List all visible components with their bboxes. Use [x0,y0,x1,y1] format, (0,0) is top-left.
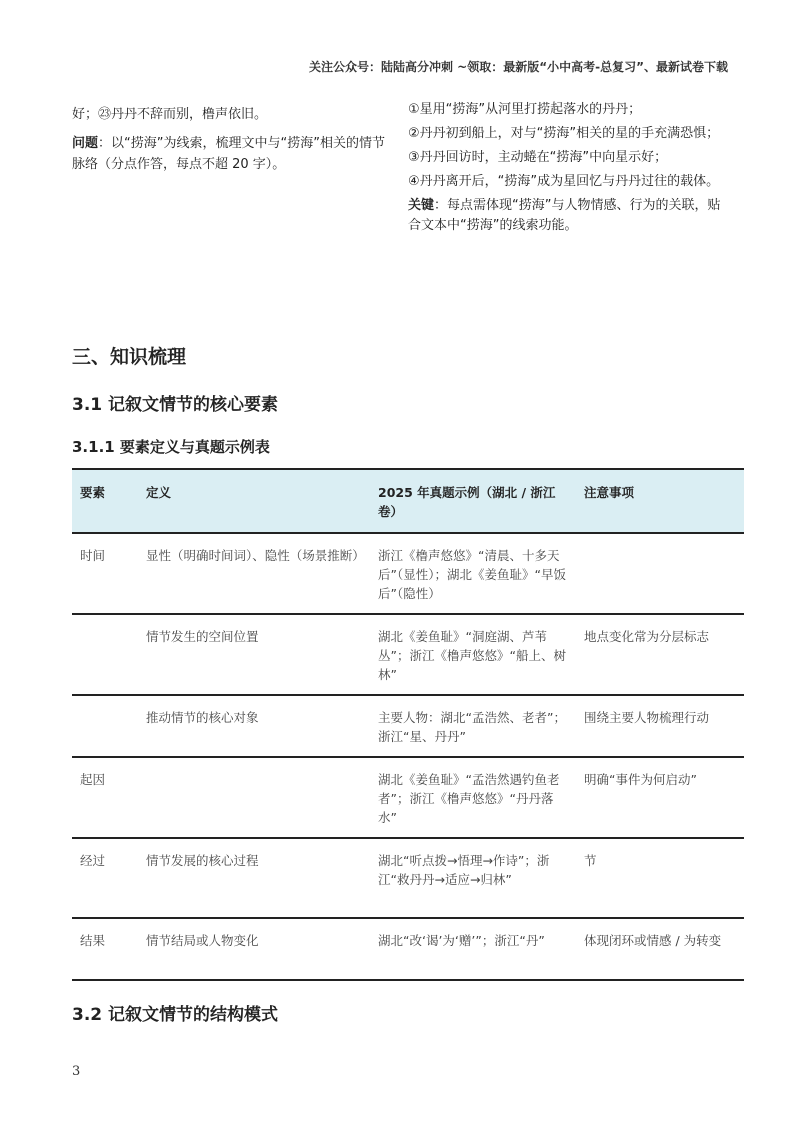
table-cell: 经过 [80,853,106,868]
question-label: 问题 [72,136,99,151]
table-cell: 情节结局或人物变化 [146,933,259,948]
table-cell [72,695,138,757]
table-cell: 湖北“改‘谒’为‘赠’”；浙江“丹” [378,933,545,948]
answer-block [408,100,730,240]
key-text: ：每点需体现“捞海”与人物情感、行为的关联，贴合文本中“捞海”的线索功能。 [408,198,721,233]
elements-table [72,468,744,981]
table-header-cell: 注意事项 [576,469,744,533]
table-cell: 节 [584,853,597,868]
table-cell: 体现闭环或情感 / 为转变 [584,933,722,948]
subsection-heading-3-1: 3.1 记叙文情节的核心要素 [72,395,279,415]
table-cell: 情节发展的核心过程 [146,853,259,868]
table-cell: 湖北“听点拨→悟理→作诗”；浙江“救丹丹→适应→归林” [378,853,550,887]
answer-point-4: ④丹丹离开后，“捞海”成为星回忆与丹丹过往的载体。 [408,174,720,189]
table-header-cell: 要素 [72,469,138,533]
table-header-row [72,469,744,533]
key-paragraph [408,196,730,236]
answer-point-3: ③丹丹回访时，主动蜷在“捞海”中向星示好； [408,150,668,165]
table-cell: 地点变化常为分层标志 [584,629,710,644]
table-row [72,695,744,757]
question-text: ：以“捞海”为线索，梳理文中与“捞海”相关的情节脉络（分点作答，每点不超 20 字）。 [72,136,385,172]
table-cell: 时间 [80,548,106,563]
table-row [72,533,744,614]
key-label: 关键 [408,198,435,213]
question-paragraph [72,133,390,175]
subsection-heading-3-2: 3.2 记叙文情节的结构模式 [72,1005,279,1025]
answer-point-1: ①星用“捞海”从河里打捞起落水的丹丹； [408,102,642,117]
table-row [72,838,744,918]
table-row [72,918,744,980]
table-row [72,757,744,838]
page-number: 3 [72,1064,81,1079]
table-cell [138,757,370,838]
table-cell [72,614,138,695]
subsubsection-heading-3-1-1: 3.1.1 要素定义与真题示例表 [72,438,270,456]
table-cell: 起因 [80,772,106,787]
table-cell: 主要人物：湖北“孟浩然、老者”；浙江“星、丹丹” [378,710,566,744]
section-heading: 三、知识梳理 [72,346,187,368]
table-cell: 结果 [80,933,106,948]
table-cell [576,533,744,614]
table-cell: 显性（明确时间词）、隐性（场景推断） [146,548,365,563]
question-block [72,104,390,175]
quote-line: 好；㉓丹丹不辞而别，橹声依旧。 [72,107,268,122]
table-row [72,614,744,695]
table-cell: 湖北《姜鱼耻》“洞庭湖、芦苇丛”；浙江《橹声悠悠》“船上、树林” [378,629,566,682]
table-cell: 推动情节的核心对象 [146,710,259,725]
page-header: 关注公众号：陆陆高分冲刺 ~领取：最新版“小中高考-总复习”、最新试卷下载 [309,60,728,74]
table-header-cell: 定义 [138,469,370,533]
table-header-cell: 2025 年真题示例（湖北 / 浙江卷） [370,469,576,533]
table-cell: 浙江《橹声悠悠》“清晨、十多天后”（显性）；湖北《姜鱼耻》“早饭后”（隐性） [378,548,566,601]
table-cell: 情节发生的空间位置 [146,629,259,644]
table-cell: 明确“事件为何启动” [584,772,697,787]
answer-point-2: ②丹丹初到船上，对与“捞海”相关的星的手充满恐惧； [408,126,720,141]
table-cell: 围绕主要人物梳理行动 [584,710,710,725]
table-cell: 湖北《姜鱼耻》“孟浩然遇钓鱼老者”；浙江《橹声悠悠》“丹丹落水” [378,772,560,825]
